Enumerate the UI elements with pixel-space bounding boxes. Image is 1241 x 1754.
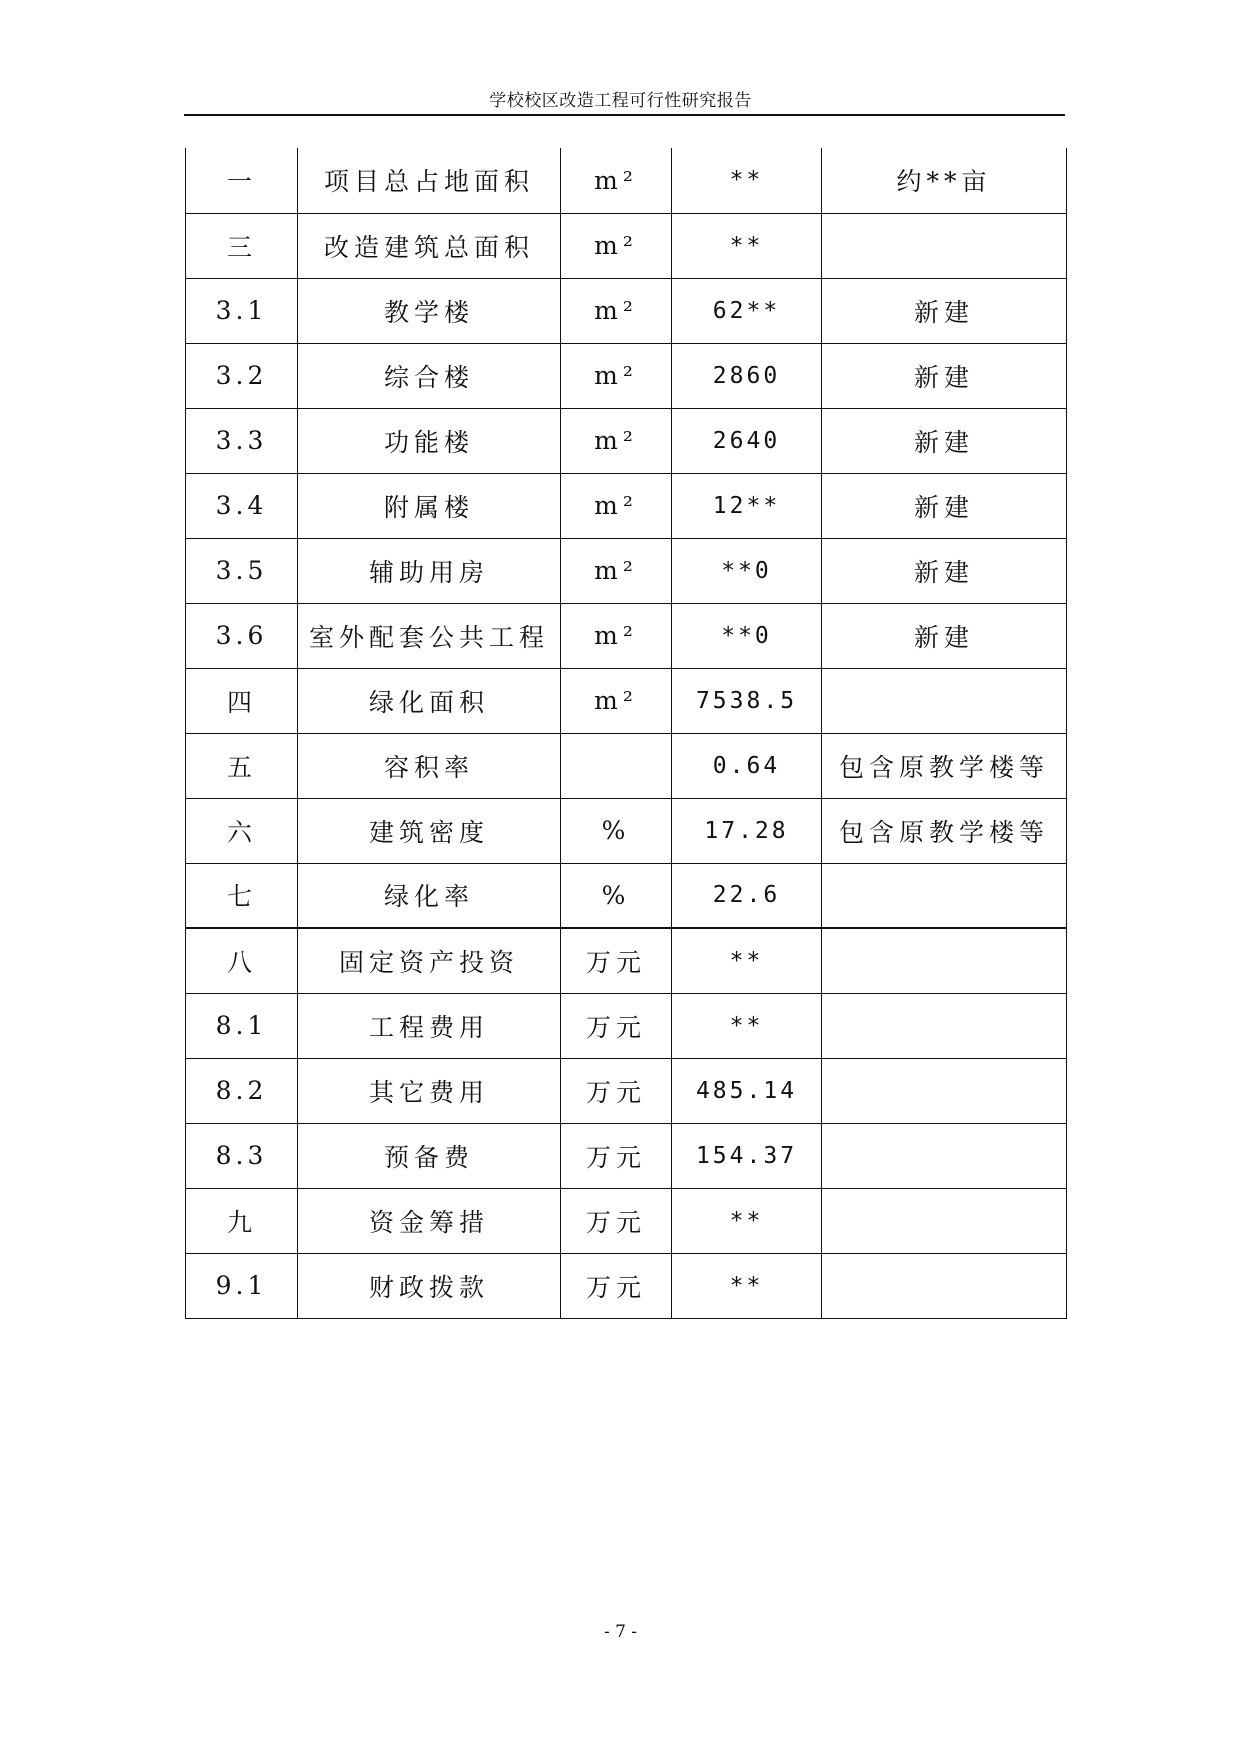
cell-note [822,1123,1067,1188]
table-row [186,1188,1067,1253]
cell-number: 七 [186,863,298,928]
cell-note: 包含原教学楼等 [822,798,1067,863]
cell-note [822,928,1067,993]
cell-note [822,1188,1067,1253]
cell-note: 约**亩 [822,148,1067,213]
cell-number: 9.1 [186,1253,298,1318]
cell-item: 财政拨款 [298,1253,561,1318]
cell-value: 62** [672,278,822,343]
cell-item: 室外配套公共工程 [298,603,561,668]
cell-unit: m² [561,278,672,343]
table-row [186,798,1067,863]
cell-number: 8.2 [186,1058,298,1123]
table-row [186,148,1067,213]
cell-item: 附属楼 [298,473,561,538]
table-row [186,1253,1067,1318]
table-row [186,733,1067,798]
cell-value: 154.37 [672,1123,822,1188]
cell-value: ** [672,148,822,213]
table-row [186,408,1067,473]
cell-note: 新建 [822,278,1067,343]
cell-note [822,1058,1067,1123]
cell-value: 485.14 [672,1058,822,1123]
cell-item: 辅助用房 [298,538,561,603]
cell-unit: m² [561,603,672,668]
cell-item: 固定资产投资 [298,928,561,993]
cell-value: 17.28 [672,798,822,863]
cell-note: 新建 [822,408,1067,473]
cell-unit: 万元 [561,1253,672,1318]
cell-value: 12** [672,473,822,538]
cell-unit: % [561,863,672,928]
cell-value: 0.64 [672,733,822,798]
table-row [186,343,1067,408]
cell-note [822,993,1067,1058]
cell-item: 容积率 [298,733,561,798]
cell-note: 包含原教学楼等 [822,733,1067,798]
table-row [186,863,1067,928]
cell-unit: 万元 [561,1123,672,1188]
cell-note: 新建 [822,538,1067,603]
cell-number: 3.4 [186,473,298,538]
table-row [186,538,1067,603]
cell-item: 教学楼 [298,278,561,343]
cell-unit: m² [561,148,672,213]
cell-number: 8.1 [186,993,298,1058]
cell-item: 其它费用 [298,1058,561,1123]
cell-number: 3.1 [186,278,298,343]
cell-value: ** [672,1188,822,1253]
table-row [186,603,1067,668]
cell-item: 功能楼 [298,408,561,473]
cell-item: 绿化率 [298,863,561,928]
cell-item: 改造建筑总面积 [298,213,561,278]
cell-number: 3.5 [186,538,298,603]
cell-unit [561,733,672,798]
cell-item: 建筑密度 [298,798,561,863]
table-row [186,993,1067,1058]
table-row [186,928,1067,993]
cell-number: 六 [186,798,298,863]
cell-item: 项目总占地面积 [298,148,561,213]
cell-value: 2640 [672,408,822,473]
cell-value: 2860 [672,343,822,408]
cell-unit: 万元 [561,1188,672,1253]
table-row [186,668,1067,733]
table-row [186,1058,1067,1123]
cell-unit: 万元 [561,928,672,993]
cell-note [822,863,1067,928]
cell-note [822,1253,1067,1318]
header-rule [184,114,1065,116]
cell-number: 三 [186,213,298,278]
cell-value: **0 [672,603,822,668]
cell-unit: 万元 [561,993,672,1058]
cell-number: 九 [186,1188,298,1253]
cell-note [822,668,1067,733]
cell-number: 3.3 [186,408,298,473]
cell-item: 综合楼 [298,343,561,408]
table-row [186,213,1067,278]
cell-number: 3.6 [186,603,298,668]
cell-note: 新建 [822,603,1067,668]
cell-unit: m² [561,538,672,603]
cell-unit: 万元 [561,1058,672,1123]
cell-number: 五 [186,733,298,798]
cell-value: 7538.5 [672,668,822,733]
cell-note: 新建 [822,473,1067,538]
cell-number: 3.2 [186,343,298,408]
table-row [186,1123,1067,1188]
cell-number: 八 [186,928,298,993]
cell-unit: m² [561,213,672,278]
indicator-table [185,148,1067,1319]
cell-value: ** [672,1253,822,1318]
cell-value: ** [672,928,822,993]
cell-item: 工程费用 [298,993,561,1058]
cell-number: 一 [186,148,298,213]
cell-item: 绿化面积 [298,668,561,733]
cell-item: 预备费 [298,1123,561,1188]
cell-unit: m² [561,473,672,538]
cell-number: 8.3 [186,1123,298,1188]
cell-note: 新建 [822,343,1067,408]
cell-unit: m² [561,668,672,733]
cell-note [822,213,1067,278]
cell-number: 四 [186,668,298,733]
running-header: 学校校区改造工程可行性研究报告 [489,91,752,111]
cell-item: 资金筹措 [298,1188,561,1253]
cell-value: 22.6 [672,863,822,928]
cell-unit: % [561,798,672,863]
table-row [186,278,1067,343]
cell-value: ** [672,993,822,1058]
table-row [186,473,1067,538]
table-body [186,148,1067,1318]
page-number: - 7 - [603,1622,638,1642]
cell-unit: m² [561,408,672,473]
cell-value: **0 [672,538,822,603]
cell-value: ** [672,213,822,278]
cell-unit: m² [561,343,672,408]
